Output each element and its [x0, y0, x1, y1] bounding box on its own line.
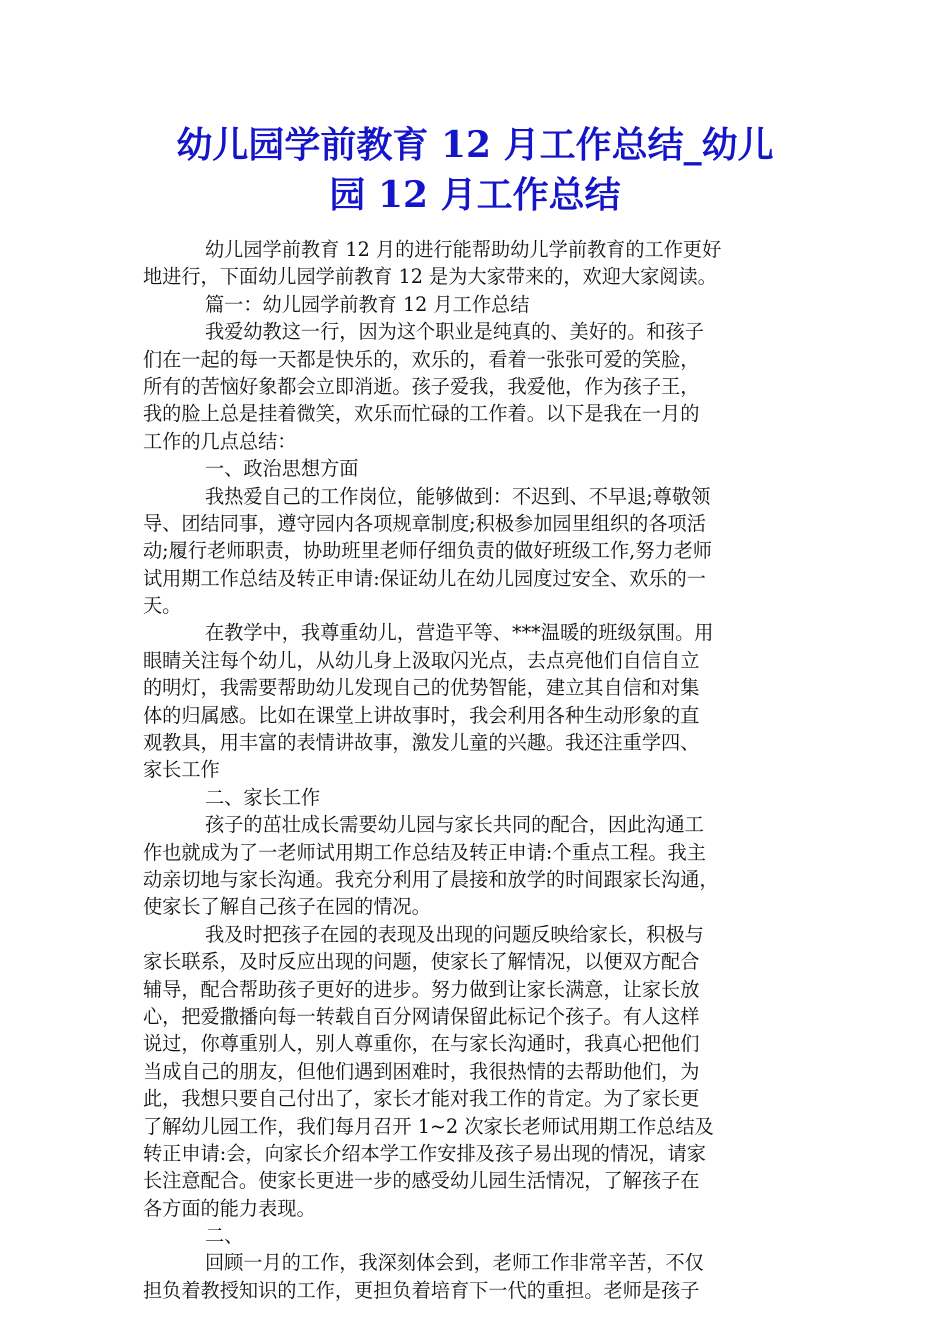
text-line: 转正申请:会，向家长介绍本学工作安排及孩子易出现的情况，请家	[143, 1141, 706, 1165]
text-line: 回顾一月的工作，我深刻体会到，老师工作非常辛苦，不仅	[205, 1251, 704, 1275]
title-line-2: 园 12 月工作总结	[329, 174, 621, 216]
text-line: 担负着教授知识的工作，更担负着培育下一代的重担。老师是孩子	[143, 1278, 700, 1302]
text-line: 家长工作	[143, 758, 220, 782]
text-line: 观教具，用丰富的表情讲故事，激发儿童的兴趣。我还注重学四、	[143, 731, 700, 755]
text-line: 我爱幼教这一行，因为这个职业是纯真的、美好的。和孩子	[205, 320, 704, 344]
text-line: 心，把爱撒播向每一转载自百分网请保留此标记个孩子。有人这样	[143, 1004, 700, 1028]
text-line: 动;履行老师职责，协助班里老师仔细负责的做好班级工作,努力老师	[143, 539, 712, 563]
text-line: 试用期工作总结及转正申请:保证幼儿在幼儿园度过安全、欢乐的一	[143, 566, 706, 590]
text-line: 导、团结同事，遵守园内各项规章制度;积极参加园里组织的各项活	[143, 511, 706, 535]
text-line: 工作的几点总结：	[143, 429, 297, 453]
text-line: 们在一起的每一天都是快乐的，欢乐的，看着一张张可爱的笑脸，	[143, 347, 700, 371]
text-line: 我的脸上总是挂着微笑，欢乐而忙碌的工作着。以下是我在一月的	[143, 402, 700, 426]
text-line: 地进行，下面幼儿园学前教育 12 是为大家带来的，欢迎大家阅读。	[143, 265, 717, 289]
text-line: 所有的苦恼好象都会立即消逝。孩子爱我，我爱他，作为孩子王，	[143, 374, 700, 398]
text-line: 了解幼儿园工作，我们每月召开 1~2 次家长老师试用期工作总结及	[143, 1114, 714, 1138]
text-line: 二、	[205, 1224, 244, 1248]
text-line: 作也就成为了一老师试用期工作总结及转正申请:个重点工程。我主	[143, 840, 706, 864]
text-line: 家长联系，及时反应出现的问题，使家长了解情况，以便双方配合	[143, 950, 700, 974]
text-line: 眼睛关注每个幼儿，从幼儿身上汲取闪光点，去点亮他们自信自立	[143, 648, 700, 672]
text-line: 当成自己的朋友，但他们遇到困难时，我很热情的去帮助他们，为	[143, 1059, 700, 1083]
text-line: 篇一：幼儿园学前教育 12 月工作总结	[205, 292, 530, 316]
text-line: 我及时把孩子在园的表现及出现的问题反映给家长，积极与	[205, 922, 704, 946]
text-line: 辅导，配合帮助孩子更好的进步。努力做到让家长满意，让家长放	[143, 977, 700, 1001]
document-body	[143, 236, 813, 1304]
text-line: 孩子的茁壮成长需要幼儿园与家长共同的配合，因此沟通工	[205, 813, 704, 837]
text-line: 的明灯，我需要帮助幼儿发现自己的优势智能，建立其自信和对集	[143, 676, 700, 700]
text-line: 我热爱自己的工作岗位，能够做到：不迟到、不早退;尊敬领	[205, 484, 711, 508]
text-line: 说过，你尊重别人，别人尊重你，在与家长沟通时，我真心把他们	[143, 1032, 700, 1056]
text-line: 在教学中，我尊重幼儿，营造平等、***温暖的班级氛围。用	[205, 621, 714, 645]
text-line: 二、家长工作	[205, 785, 321, 809]
text-line: 此，我想只要自己付出了，家长才能对我工作的肯定。为了家长更	[143, 1087, 700, 1111]
text-line: 各方面的能力表现。	[143, 1196, 316, 1220]
text-line: 使家长了解自己孩子在园的情况。	[143, 895, 431, 919]
text-line: 长注意配合。使家长更进一步的感受幼儿园生活情况，了解孩子在	[143, 1169, 700, 1193]
text-line: 体的归属感。比如在课堂上讲故事时，我会利用各种生动形象的直	[143, 703, 700, 727]
text-line: 幼儿园学前教育 12 月的进行能帮助幼儿学前教育的工作更好	[205, 238, 722, 261]
text-line: 动亲切地与家长沟通。我充分利用了晨接和放学的时间跟家长沟通，	[143, 867, 719, 891]
title-line-1: 幼儿园学前教育 12 月工作总结_幼儿	[176, 124, 774, 166]
text-line: 一、政治思想方面	[205, 457, 359, 481]
document-title	[120, 120, 830, 220]
text-line: 天。	[143, 594, 182, 618]
